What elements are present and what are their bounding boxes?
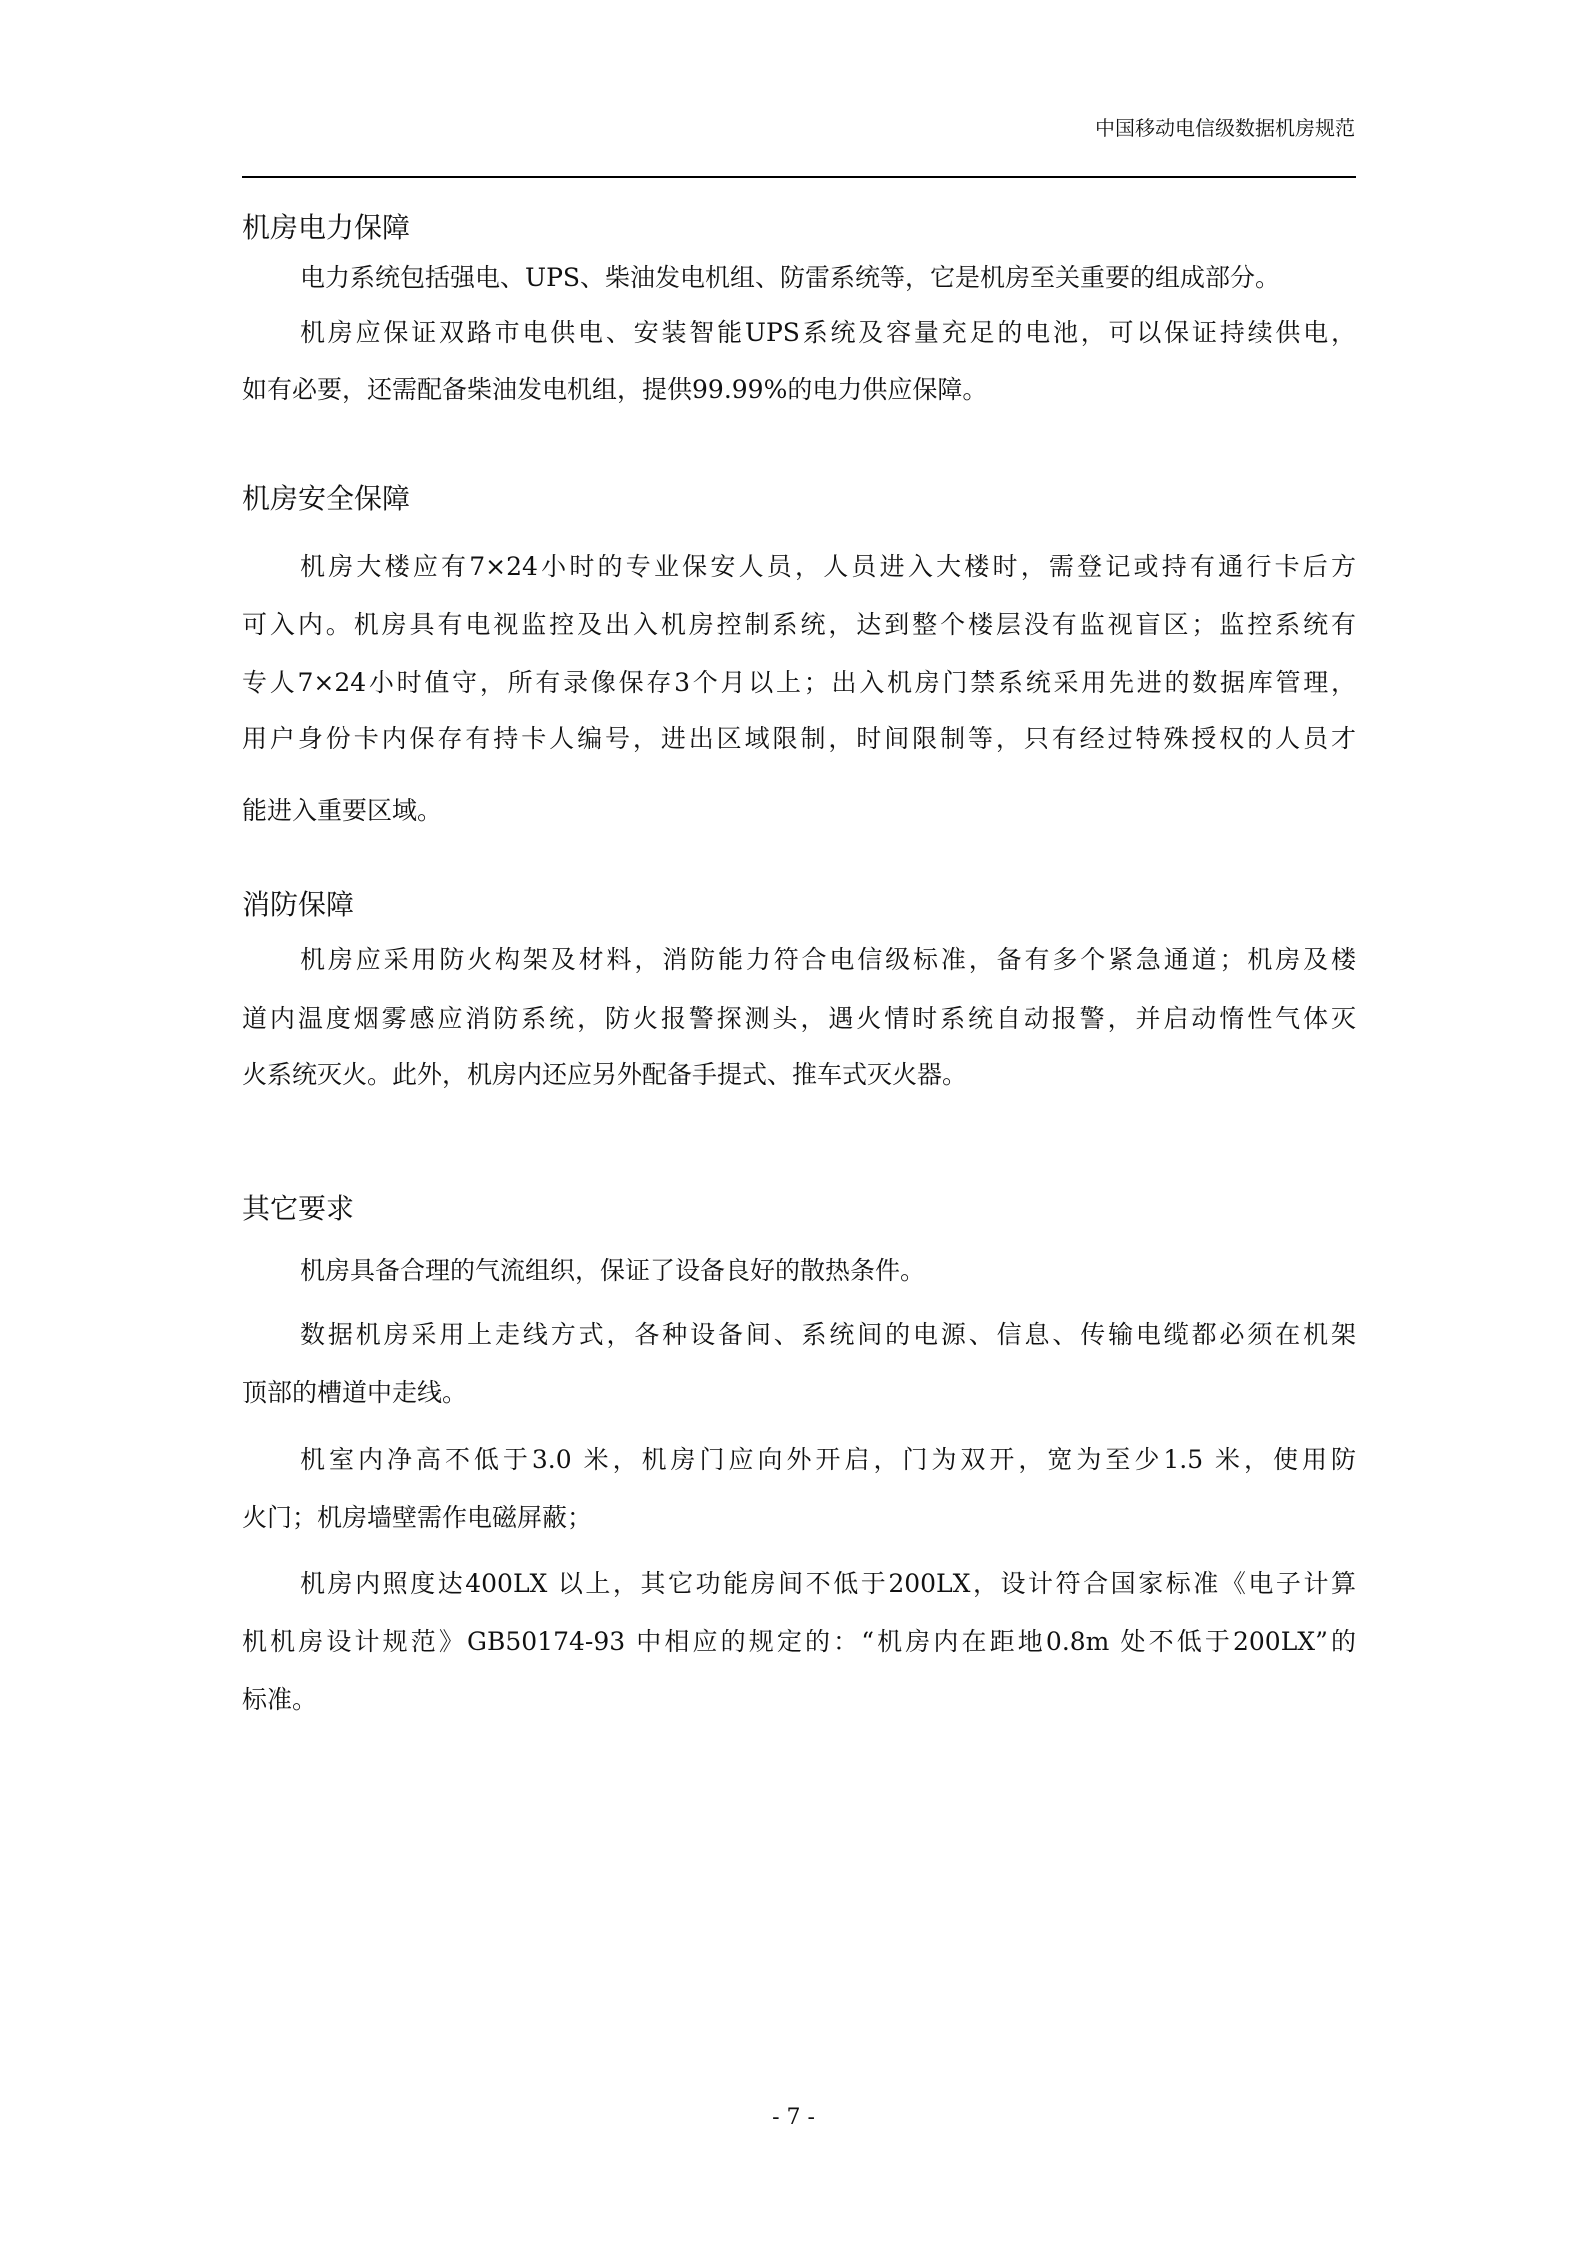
text-line: 机房应保证双路市电供电、安装智能UPS系统及容量充足的电池，可以保证持续供电，	[300, 318, 1356, 347]
text-line: 电力系统包括强电、UPS、柴油发电机组、防雷系统等，它是机房至关重要的组成部分。	[300, 263, 1281, 292]
text-line: 火系统灭火。此外，机房内还应另外配备手提式、推车式灭火器。	[242, 1060, 968, 1089]
section-heading: 机房安全保障	[242, 482, 411, 515]
text-line: 机房内照度达400LX 以上，其它功能房间不低于200LX，设计符合国家标准《电子计算	[300, 1569, 1356, 1598]
section-heading: 消防保障	[242, 888, 355, 921]
text-line: 可入内。机房具有电视监控及出入机房控制系统，达到整个楼层没有监视盲区；监控系统有	[242, 610, 1356, 639]
text-line: 能进入重要区域。	[242, 796, 443, 825]
text-line: 机房应采用防火构架及材料，消防能力符合电信级标准，备有多个紧急通道；机房及楼	[300, 945, 1356, 974]
running-header: 中国移动电信级数据机房规范	[1095, 116, 1355, 140]
text-line: 标准。	[242, 1685, 318, 1714]
text-line: 道内温度烟雾感应消防系统，防火报警探测头，遇火情时系统自动报警，并启动惰性气体灭	[242, 1004, 1356, 1033]
text-line: 机房大楼应有7×24小时的专业保安人员，人员进入大楼时，需登记或持有通行卡后方	[300, 552, 1356, 581]
page-number: - 7 -	[772, 2105, 815, 2130]
text-line: 如有必要，还需配备柴油发电机组，提供99.99%的电力供应保障。	[242, 375, 988, 404]
text-line: 专人7×24小时值守，所有录像保存3个月以上；出入机房门禁系统采用先进的数据库管理，	[242, 668, 1356, 697]
text-line: 机房具备合理的气流组织，保证了设备良好的散热条件。	[300, 1256, 926, 1285]
text-line: 机室内净高不低于3.0 米，机房门应向外开启，门为双开，宽为至少1.5 米，使用防	[300, 1445, 1356, 1474]
text-line: 数据机房采用上走线方式，各种设备间、系统间的电源、信息、传输电缆都必须在机架	[300, 1320, 1356, 1349]
section-heading: 其它要求	[242, 1192, 355, 1225]
section-heading: 机房电力保障	[242, 211, 411, 244]
text-line: 顶部的槽道中走线。	[242, 1378, 468, 1407]
text-line: 火门；机房墙壁需作电磁屏蔽；	[242, 1503, 593, 1532]
text-line: 机机房设计规范》GB50174-93 中相应的规定的：“机房内在距地0.8m 处不低于200LX”的	[242, 1627, 1356, 1656]
text-line: 用户身份卡内保存有持卡人编号，进出区域限制，时间限制等，只有经过特殊授权的人员才	[242, 724, 1356, 753]
header-rule	[242, 176, 1356, 178]
